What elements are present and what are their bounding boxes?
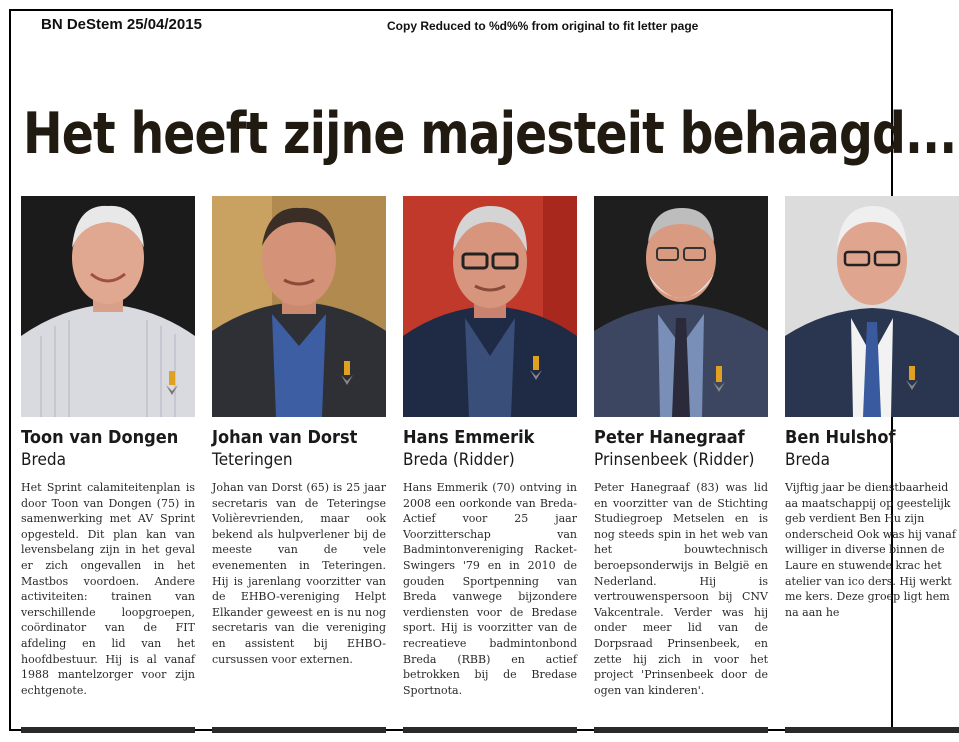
portrait-photo [403, 196, 577, 417]
person-text: Het Sprint calamiteitenplan is door Toon van Dongen (75) in samenwerking met AV Sprint opgesteld. Dit plan kan van levensbelang zijn in het geval er zich ongevallen in het Mastbos voordoen. Andere activiteiten: trainen van verschillende loopgroepen, coördinator van de FIT afdeling en lid van het hoofdbestuur. Hij is al vanaf 1988 mantelzorger voor zijn echtgenote. [21, 481, 195, 697]
person-column-1 [21, 196, 195, 698]
next-photo-edge [21, 727, 195, 733]
headline: Het heeft zijne majesteit behaagd... [23, 101, 957, 167]
person-name: Peter Hanegraaf [594, 427, 745, 448]
source-label: BN DeStem 25/04/2015 [41, 16, 202, 33]
person-place: Breda [785, 450, 830, 470]
newspaper-clipping [9, 9, 957, 731]
person-text: Peter Hanegraaf (83) was lid en voorzitter van de Stichting Studiegroep Metselen en is nog steeds spin in het web van het bouwtechnisch beroepsonderwijs in België en Nederland. Hij is vertrouwenspersoon bij CNV Vakcentrale. Verder was hij onder meer lid van de Dorpsraad Prinsenbeek, en zette hij zich in voor het project 'Prinsenbeek door de ogen van kinderen'. [594, 481, 768, 697]
person-text: Vijftig jaar be dienstbaarheid aa maatschappij op geestelijk geb verdient Ben Hu zijn onderscheid Ook was hij vanaf williger in diverse binnen de Laure en stuwende krac het atelier van ico ders. Hij werkt me kers. Deze groep ligt hem na aan he [785, 481, 956, 619]
person-name: Ben Hulshof [785, 427, 896, 448]
next-photo-edge [785, 727, 959, 733]
copy-note: Copy Reduced to %d%% from original to fit letter page [387, 19, 699, 33]
next-photo-edge [594, 727, 768, 733]
portrait-photo [785, 196, 959, 417]
person-name: Toon van Dongen [21, 427, 179, 448]
person-column-4 [594, 196, 768, 698]
next-photo-edge [403, 727, 577, 733]
next-photo-edge [212, 727, 386, 733]
portrait-photo [21, 196, 195, 417]
person-name: Johan van Dorst [212, 427, 358, 448]
person-text: Hans Emmerik (70) ontving in 2008 een oorkonde van Breda-Actief voor 25 jaar Voorzitterschap van Badmintonvereniging Racket-Swingers '79 en in 2010 de gouden Sportpenning van Breda vanwege bijzondere verdiensten voor de Bredase sport. Hij is voorzitter van de recreatieve badmintonbond Breda (RBB) en actief betrokken bij de Bredase Sportnota. [403, 481, 577, 697]
person-place: Prinsenbeek (Ridder) [594, 450, 755, 470]
person-place: Breda (Ridder) [403, 450, 515, 470]
person-place: Breda [21, 450, 66, 470]
person-text: Johan van Dorst (65) is 25 jaar secretaris van de Teteringse Volièrevrienden, maar ook bekend als hulpverlener bij de meeste van de vele evenementen in Teteringen. Hij is jarenlang voorzitter van de EHBO-vereniging Helpt Elkander geweest en is nu nog secretaris van die vereniging en assistent bij EHBO-cursussen voor externen. [212, 481, 386, 666]
portrait-photo [212, 196, 386, 417]
person-column-3 [403, 196, 577, 698]
person-name: Hans Emmerik [403, 427, 535, 448]
person-column-2 [212, 196, 386, 667]
person-place: Teteringen [212, 450, 293, 470]
person-column-5 [785, 196, 959, 620]
portrait-photo [594, 196, 768, 417]
